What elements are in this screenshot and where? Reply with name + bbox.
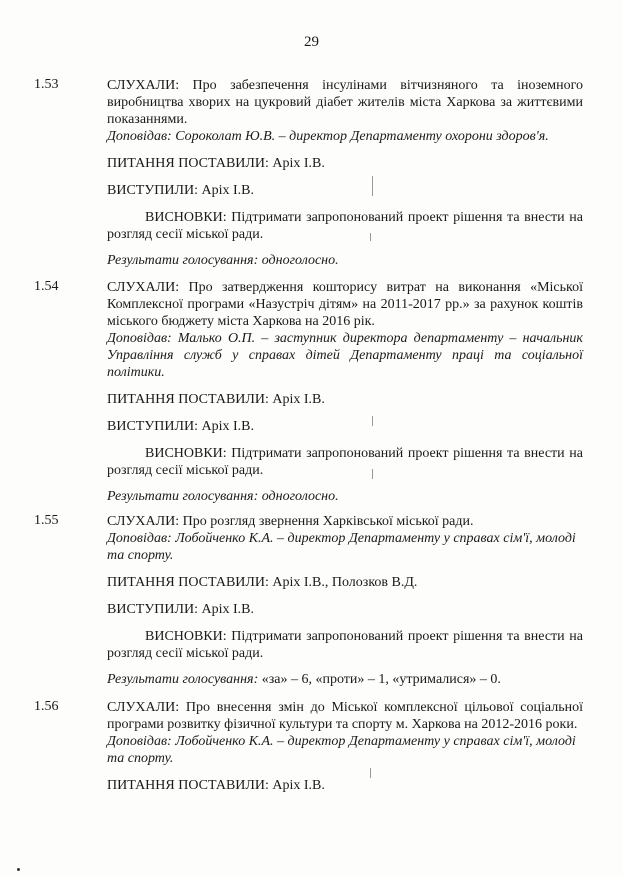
questions-text: ПИТАННЯ ПОСТАВИЛИ: Аріх І.В., Полозков В.Д. [107,575,418,590]
vote-label: Результати голосування: [107,672,259,687]
agenda-item-1-55 [34,513,583,688]
reporter-text: Доповідав: Лобойченко К.А. – директор Департаменту у справах сім'ї, молоді та спорту. [107,734,576,766]
item-number: 1.53 [34,77,59,92]
vote-result: одноголосно. [261,489,339,504]
scan-mark [372,469,373,479]
scan-mark [370,233,371,241]
scan-mark [370,768,371,778]
vote-label: Результати голосування: [107,489,259,504]
scan-mark [372,416,373,426]
speakers-text: ВИСТУПИЛИ: Аріх І.В. [107,602,254,617]
page-number: 29 [304,34,319,50]
speakers-text: ВИСТУПИЛИ: Аріх І.В. [107,419,254,434]
scan-mark [372,176,373,196]
item-number: 1.55 [34,513,59,528]
vote-results [107,252,583,269]
agenda-item-1-56 [34,699,583,794]
vote-label: Результати голосування: [107,253,259,268]
scan-dot [17,868,20,871]
heard-text: СЛУХАЛИ: Про забезпечення інсулінами вітчизняного та іноземного виробництва хворих на цукровий діабет жителів міста Харкова за життєвими показаннями. [107,78,583,127]
questions-text: ПИТАННЯ ПОСТАВИЛИ: Аріх І.В. [107,778,325,793]
vote-results [107,488,583,505]
heard-text: СЛУХАЛИ: Про затвердження кошторису витрат на виконання «Міської Комплексної програми «Назустріч дітям» на 2011-2017 рр.» за рахунок коштів міського бюджету міста Харкова на 2016 рік. [107,280,583,329]
vote-results [107,671,583,688]
item-number: 1.56 [34,699,59,714]
questions-text: ПИТАННЯ ПОСТАВИЛИ: Аріх І.В. [107,156,325,171]
reporter-text: Доповідав: Малько О.П. – заступник директора департаменту – начальник Управління служб у справах дітей Департаменту праці та соціальної політики. [107,331,583,380]
conclusions-text: ВИСНОВКИ: Підтримати запропонований проект рішення та внести на розгляд сесії міської ради. [107,210,583,242]
item-number: 1.54 [34,279,59,294]
vote-result: одноголосно. [261,253,339,268]
conclusions-text: ВИСНОВКИ: Підтримати запропонований проект рішення та внести на розгляд сесії міської ради. [107,446,583,478]
vote-result: «за» – 6, «проти» – 1, «утрималися» – 0. [261,672,501,687]
questions-text: ПИТАННЯ ПОСТАВИЛИ: Аріх І.В. [107,392,325,407]
conclusions-text: ВИСНОВКИ: Підтримати запропонований проект рішення та внести на розгляд сесії міської ради. [107,629,583,661]
reporter-text: Доповідав: Лобойченко К.А. – директор Департаменту у справах сім'ї, молоді та спорту. [107,531,576,563]
heard-text: СЛУХАЛИ: Про розгляд звернення Харківської міської ради. [107,514,474,529]
heard-text: СЛУХАЛИ: Про внесення змін до Міської комплексної цільової соціальної програми розвитку фізичної культури та спорту м. Харкова на 2012-2016 роки. [107,700,583,732]
agenda-item-1-54 [34,279,583,505]
speakers-text: ВИСТУПИЛИ: Аріх І.В. [107,183,254,198]
reporter-text: Доповідав: Сороколат Ю.В. – директор Департаменту охорони здоров'я. [107,129,549,144]
agenda-item-1-53 [34,77,583,269]
